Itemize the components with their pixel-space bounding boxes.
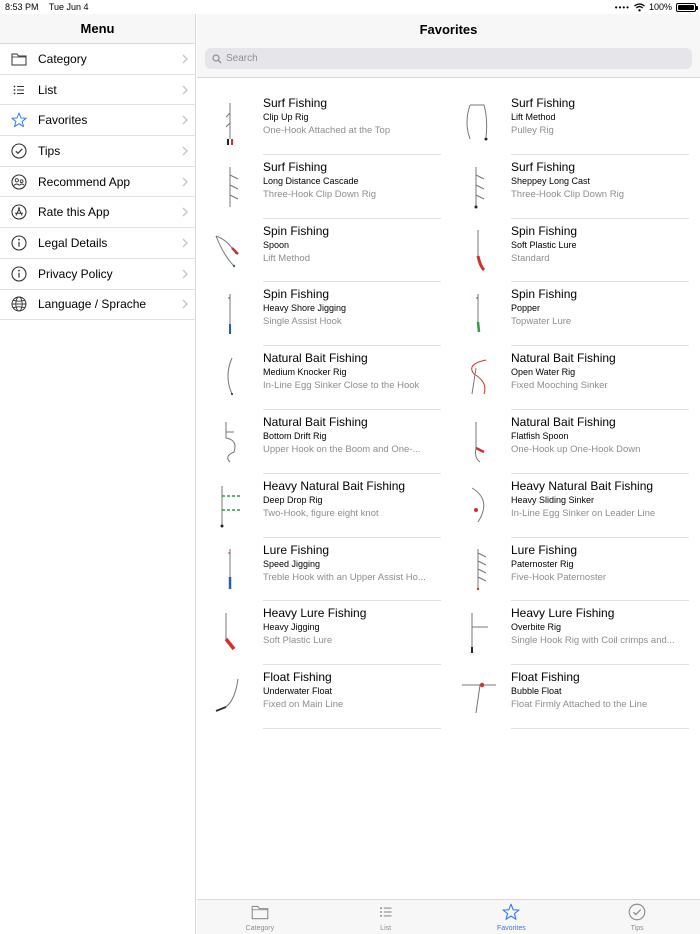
sidebar-item-favorites[interactable] (0, 105, 195, 136)
favorite-subtitle: Heavy Shore Jigging (263, 303, 347, 314)
favorite-description: Five-Hook Paternoster (511, 571, 607, 583)
favorite-description: Upper Hook on the Boom and One-... (263, 443, 421, 455)
rig-illustration (197, 346, 263, 410)
tab-list[interactable] (323, 900, 449, 934)
favorite-title: Heavy Natural Bait Fishing (511, 478, 654, 493)
info-icon (0, 265, 38, 283)
favorite-item[interactable] (445, 91, 693, 155)
favorite-item[interactable] (197, 91, 445, 155)
favorite-title: Spin Fishing (511, 287, 578, 302)
checkmark-circle-icon (627, 902, 647, 925)
favorite-item[interactable] (197, 601, 445, 665)
search-bar (197, 44, 700, 78)
chevron-right-icon (175, 146, 195, 156)
favorites-row (197, 474, 700, 538)
sidebar-item-label: Language / Sprache (38, 297, 147, 312)
rig-illustration (445, 410, 511, 474)
rig-illustration (197, 219, 263, 283)
favorite-description: Three-Hook Clip Down Rig (263, 188, 376, 200)
rig-illustration (445, 155, 511, 219)
tab-favorites[interactable] (449, 900, 575, 934)
search-box[interactable] (205, 48, 692, 69)
favorite-description: Single Assist Hook (263, 316, 342, 328)
rig-illustration (197, 538, 263, 602)
rig-illustration (197, 91, 263, 155)
favorite-subtitle: Speed Jigging (263, 558, 321, 569)
sidebar-item-tips[interactable] (0, 136, 195, 167)
chevron-right-icon (175, 238, 195, 248)
favorite-description: Treble Hook with an Upper Assist Ho... (263, 571, 426, 583)
favorite-description: Single Hook Rig with Coil crimps and... (511, 635, 675, 647)
favorite-item[interactable] (445, 282, 693, 346)
favorites-row (197, 410, 700, 474)
favorite-title: Natural Bait Fishing (263, 351, 368, 366)
favorites-row (197, 282, 700, 346)
rig-illustration (445, 601, 511, 665)
favorite-item[interactable] (445, 219, 693, 283)
battery-icon (676, 3, 696, 12)
favorite-item[interactable] (445, 601, 693, 665)
rig-illustration (197, 601, 263, 665)
search-input[interactable] (226, 53, 692, 64)
favorite-item[interactable] (445, 538, 693, 602)
folder-icon (250, 902, 270, 925)
rig-illustration (197, 155, 263, 219)
favorite-subtitle: Flatfish Spoon (511, 430, 569, 441)
favorite-item[interactable] (445, 155, 693, 219)
favorite-description: Fixed on Main Line (263, 699, 344, 711)
rig-illustration (197, 474, 263, 538)
favorite-description: Float Firmly Attached to the Line (511, 699, 648, 711)
favorite-subtitle: Deep Drop Rig (263, 494, 323, 505)
favorite-description: In-Line Egg Sinker on Leader Line (511, 507, 656, 519)
sidebar-item-label: Recommend App (38, 174, 131, 189)
favorite-subtitle: Underwater Float (263, 686, 333, 697)
battery-percent: 100% (648, 2, 672, 12)
favorite-description: Fixed Mooching Sinker (511, 380, 608, 392)
chevron-right-icon (175, 54, 195, 64)
sidebar-item-language-sprache[interactable] (0, 290, 195, 321)
favorite-title: Surf Fishing (511, 159, 576, 174)
rig-illustration (445, 538, 511, 602)
favorite-subtitle: Heavy Sliding Sinker (511, 494, 595, 505)
favorite-title: Natural Bait Fishing (263, 414, 368, 429)
tab-bar (197, 899, 700, 934)
favorite-subtitle: Open Water Rig (511, 367, 576, 378)
favorite-title: Surf Fishing (263, 159, 328, 174)
star-icon (0, 111, 38, 129)
favorite-subtitle: Medium Knocker Rig (263, 367, 347, 378)
favorite-description: Lift Method (263, 252, 310, 264)
status-time: 8:53 PM (5, 2, 39, 12)
favorite-subtitle: Clip Up Rig (263, 112, 309, 122)
favorite-item[interactable] (445, 346, 693, 410)
rig-illustration (445, 91, 511, 155)
info-icon (0, 234, 38, 252)
folder-icon (0, 50, 38, 68)
favorite-item[interactable] (197, 282, 445, 346)
page-title: Favorites (197, 14, 700, 44)
favorite-title: Surf Fishing (263, 96, 328, 110)
favorite-title: Spin Fishing (511, 223, 578, 238)
favorite-subtitle: Soft Plastic Lure (511, 239, 577, 250)
favorites-row (197, 91, 700, 155)
rig-illustration (445, 219, 511, 283)
sidebar-item-label: Rate this App (38, 205, 110, 220)
favorites-row (197, 219, 700, 283)
tab-label: Tips (630, 925, 644, 932)
favorites-row (197, 665, 700, 729)
sidebar-item-privacy-policy[interactable] (0, 259, 195, 290)
main-panel (197, 14, 700, 934)
favorite-subtitle: Bottom Drift Rig (263, 430, 327, 441)
favorite-description: In-Line Egg Sinker Close to the Hook (263, 380, 420, 392)
star-icon (501, 902, 521, 925)
rig-illustration (445, 282, 511, 346)
checkmark-circle-icon (0, 142, 38, 160)
favorite-item[interactable] (197, 665, 445, 729)
sidebar-item-label: Legal Details (38, 235, 108, 250)
favorites-row (197, 346, 700, 410)
rig-illustration (445, 474, 511, 538)
chevron-right-icon (175, 299, 195, 309)
globe-icon (0, 295, 38, 313)
list-icon (0, 81, 38, 99)
favorite-item[interactable] (445, 474, 693, 538)
chevron-right-icon (175, 115, 195, 125)
favorite-item[interactable] (445, 665, 693, 729)
favorite-title: Natural Bait Fishing (511, 351, 616, 366)
tab-tips[interactable] (574, 900, 700, 934)
favorites-row (197, 601, 700, 665)
sidebar-title: Menu (0, 14, 195, 44)
favorite-title: Surf Fishing (511, 96, 576, 110)
chevron-right-icon (175, 207, 195, 217)
sidebar-item-label: Tips (38, 143, 61, 158)
favorite-title: Lure Fishing (263, 542, 330, 557)
favorite-item[interactable] (197, 538, 445, 602)
list-icon (376, 902, 396, 925)
sidebar-item-rate-this-app[interactable] (0, 197, 195, 228)
battery-fill (678, 5, 694, 10)
favorite-item[interactable] (197, 410, 445, 474)
sidebar-item-label: Favorites (38, 113, 88, 128)
signal-dots-icon: •••• (614, 2, 630, 12)
favorite-title: Natural Bait Fishing (511, 414, 616, 429)
favorite-description: One-Hook up One-Hook Down (511, 443, 641, 455)
tab-label: List (380, 925, 392, 932)
tab-label: Favorites (496, 925, 526, 932)
favorite-title: Float Fishing (263, 670, 332, 685)
favorite-subtitle: Heavy Jigging (263, 622, 320, 633)
favorite-title: Heavy Natural Bait Fishing (263, 478, 406, 493)
favorite-subtitle: Overbite Rig (511, 622, 562, 633)
app-store-icon (0, 203, 38, 221)
status-bar (0, 0, 700, 14)
sidebar-item-recommend-app[interactable] (0, 167, 195, 198)
favorite-subtitle: Popper (511, 303, 541, 314)
favorite-description: Standard (511, 252, 550, 264)
favorite-item[interactable] (445, 410, 693, 474)
rig-illustration (197, 665, 263, 729)
favorite-description: Three-Hook Clip Down Rig (511, 188, 624, 200)
favorite-title: Lure Fishing (511, 542, 578, 557)
sidebar (0, 14, 196, 934)
sidebar-item-legal-details[interactable] (0, 228, 195, 259)
favorite-title: Float Fishing (511, 670, 580, 685)
wifi-icon (634, 3, 645, 12)
favorite-subtitle: Long Distance Cascade (263, 175, 359, 186)
favorite-item[interactable] (197, 219, 445, 283)
chevron-right-icon (175, 85, 195, 95)
menu-list (0, 44, 195, 320)
favorite-title: Spin Fishing (263, 287, 330, 302)
tab-label: Category (245, 925, 275, 932)
favorite-item[interactable] (197, 474, 445, 538)
favorites-row (197, 538, 700, 602)
favorite-description: Topwater Lure (511, 316, 572, 328)
tab-category[interactable] (197, 900, 323, 934)
sidebar-item-label: Privacy Policy (38, 266, 113, 281)
favorite-subtitle: Sheppey Long Cast (511, 175, 591, 186)
rig-illustration (197, 410, 263, 474)
favorite-description: Pulley Rig (511, 125, 554, 136)
favorite-subtitle: Paternoster Rig (511, 558, 574, 569)
chevron-right-icon (175, 177, 195, 187)
favorite-title: Heavy Lure Fishing (263, 606, 367, 621)
recommend-icon (0, 173, 38, 191)
favorite-description: Soft Plastic Lure (263, 635, 333, 647)
favorite-description: One-Hook Attached at the Top (263, 125, 391, 136)
sidebar-item-label: List (38, 82, 57, 97)
favorite-subtitle: Spoon (263, 239, 290, 250)
rig-illustration (445, 665, 511, 729)
search-icon (212, 54, 222, 64)
favorite-item[interactable] (197, 155, 445, 219)
favorite-item[interactable] (197, 346, 445, 410)
sidebar-item-label: Category (38, 51, 87, 66)
rig-illustration (197, 282, 263, 346)
chevron-right-icon (175, 269, 195, 279)
favorites-grid (197, 91, 700, 729)
sidebar-item-list[interactable] (0, 75, 195, 106)
favorite-description: Two-Hook, figure eight knot (263, 507, 379, 519)
sidebar-item-category[interactable] (0, 44, 195, 75)
status-date: Tue Jun 4 (48, 2, 89, 12)
rig-illustration (445, 346, 511, 410)
favorite-title: Heavy Lure Fishing (511, 606, 615, 621)
favorite-subtitle: Lift Method (511, 112, 556, 122)
favorites-row (197, 155, 700, 219)
favorite-title: Spin Fishing (263, 223, 330, 238)
favorite-subtitle: Bubble Float (511, 686, 562, 697)
